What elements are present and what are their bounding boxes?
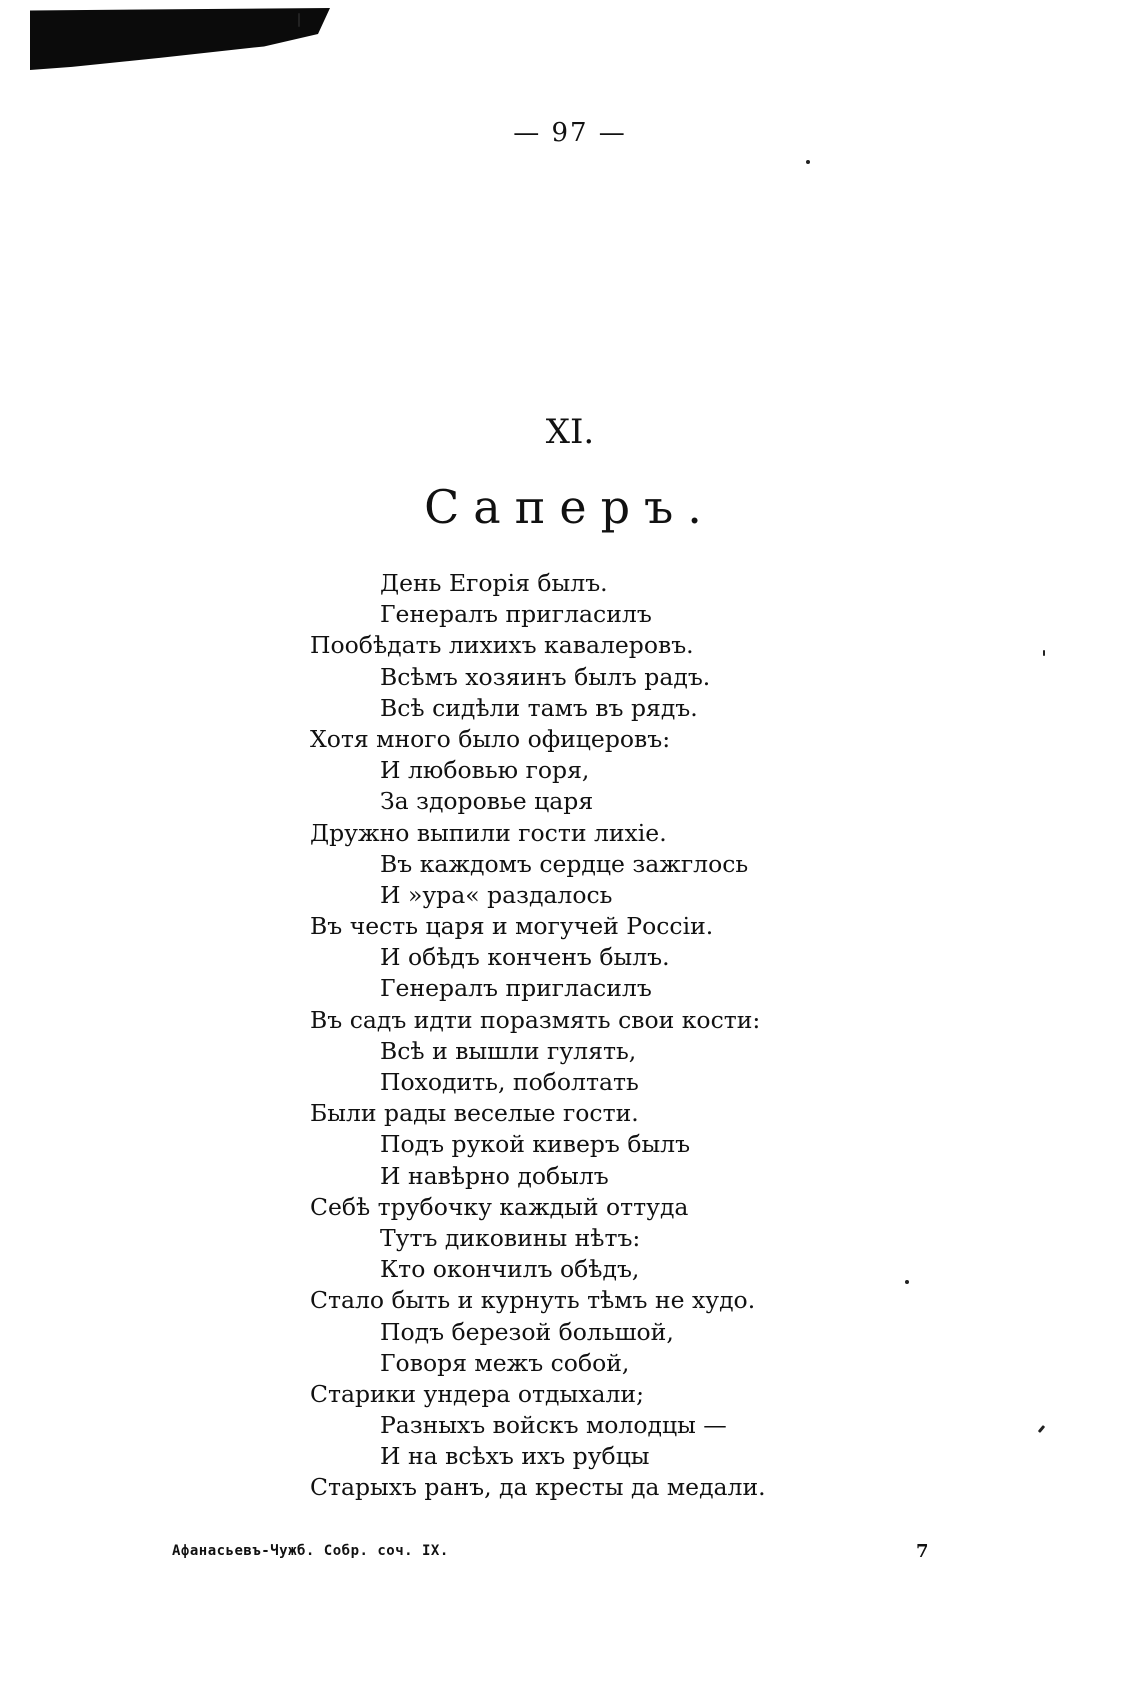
poem-line: Всѣ сидѣли тамъ въ рядъ. xyxy=(380,693,698,722)
poem-line: День Егорія былъ. xyxy=(380,569,608,597)
scan-speck xyxy=(1038,1425,1045,1433)
scan-speck xyxy=(806,160,810,164)
footer-signature: Афанасьевъ-Чужб. Собр. соч. IX. xyxy=(172,1543,449,1559)
poem-line: Всѣ и вышли гулять, xyxy=(380,1036,637,1065)
poem-line: И любовью горя, xyxy=(380,756,590,785)
poem xyxy=(310,568,910,1504)
poem-line: И навѣрно добылъ xyxy=(380,1161,609,1190)
poem-line: И обѣдъ конченъ былъ. xyxy=(380,943,670,972)
poem-line: Дружно выпили гости лихіе. xyxy=(310,818,667,847)
poem-line: Генералъ пригласилъ xyxy=(380,600,652,629)
poem-line: Пообѣдать лихихъ кавалеровъ. xyxy=(310,631,694,660)
poem-line: Всѣмъ хозяинъ былъ радъ. xyxy=(380,662,711,691)
scan-blot xyxy=(30,8,330,70)
poem-line: Генералъ пригласилъ xyxy=(380,974,652,1003)
poem-line: Себѣ трубочку каждый оттуда xyxy=(310,1192,689,1221)
poem-line: И »ура« раздалось xyxy=(380,880,613,909)
scan-speck xyxy=(1043,650,1045,656)
poem-line: Кто окончилъ обѣдъ, xyxy=(380,1255,640,1284)
scan-speck xyxy=(298,13,300,27)
poem-line: Въ каждомъ сердце зажглось xyxy=(380,849,749,878)
poem-line: Въ садъ идти поразмять свои кости: xyxy=(310,1005,761,1034)
poem-line: Стало быть и курнуть тѣмъ не худо. xyxy=(310,1286,756,1315)
poem-line: Подъ рукой киверъ былъ xyxy=(380,1130,691,1159)
page-number: — 97 — xyxy=(513,118,627,148)
chapter-number: XI. xyxy=(545,412,595,452)
poem-line: Говоря межъ собой, xyxy=(380,1348,630,1377)
poem-line: Разныхъ войскъ молодцы — xyxy=(380,1411,727,1440)
chapter-title: Саперъ. xyxy=(424,480,716,534)
poem-line: За здоровье царя xyxy=(380,787,594,816)
poem-line: Въ честь царя и могучей Россіи. xyxy=(310,912,714,941)
poem-line: Тутъ диковины нѣтъ: xyxy=(380,1223,641,1252)
poem-line: Хотя много было офицеровъ: xyxy=(310,724,671,753)
poem-line: И на всѣхъ ихъ рубцы xyxy=(380,1442,650,1471)
poem-line: Подъ березой большой, xyxy=(380,1317,674,1346)
footer-sheet-number: 7 xyxy=(916,1541,929,1562)
poem-line: Старыхъ ранъ, да кресты да медали. xyxy=(310,1473,766,1502)
poem-line: Были рады веселые гости. xyxy=(310,1099,639,1128)
poem-line: Походить, поболтать xyxy=(380,1068,639,1096)
poem-line: Старики ундера отдыхали; xyxy=(310,1379,645,1408)
